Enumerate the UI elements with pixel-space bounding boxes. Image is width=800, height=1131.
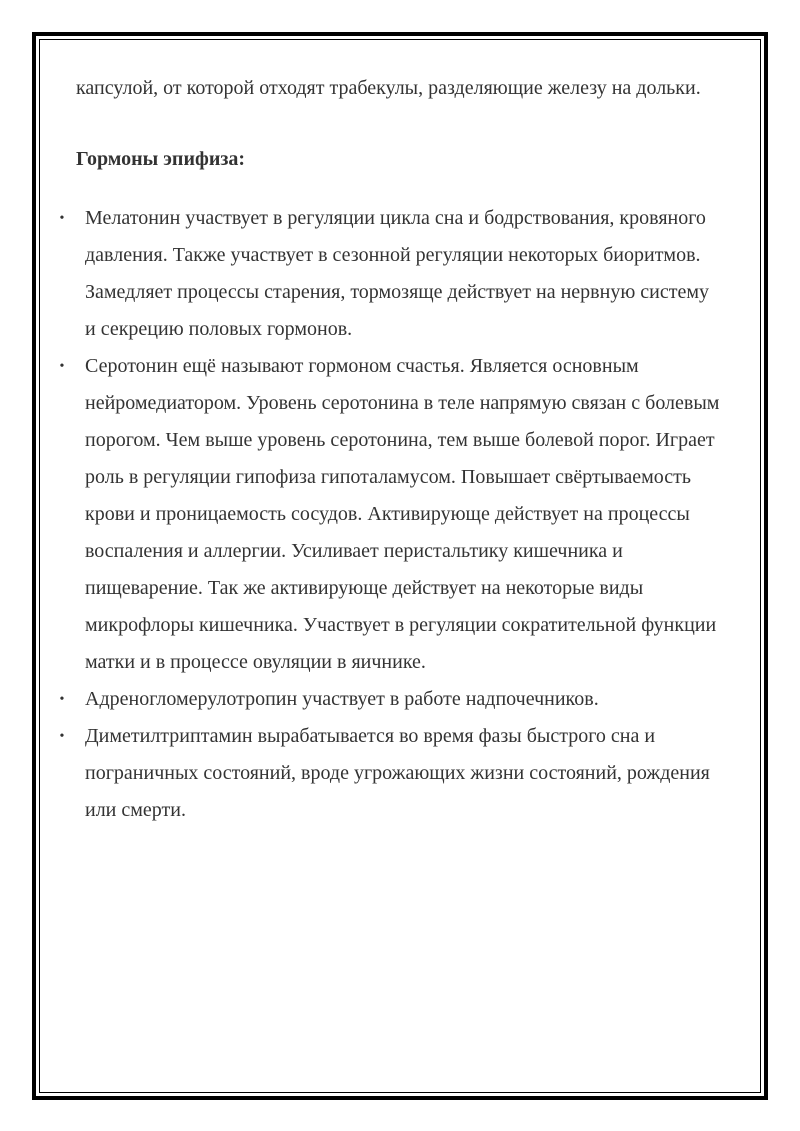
list-item (56, 718, 721, 829)
bullet-icon: • (59, 729, 65, 744)
bullet-icon: • (59, 211, 65, 226)
document-body (59, 70, 736, 829)
hormone-list (56, 200, 721, 829)
list-item-text: Адреногломерулотропин участвует в работе надпочечников. (85, 688, 599, 710)
list-item-text: Мелатонин участвует в регуляции цикла сна и бодрствования, кровяного давления. Также участвует в сезонной регуляции некоторых биоритмов. Замедляет процессы старения, тормозяще действует на нервную систему и секрецию половых гормонов. (85, 207, 710, 340)
bullet-icon: • (59, 359, 65, 374)
list-item-text: Диметилтриптамин вырабатывается во время фазы быстрого сна и пограничных состояний, вроде угрожающих жизни состояний, рождения или смерти. (85, 725, 710, 821)
bullet-icon: • (59, 692, 65, 707)
intro-paragraph: капсулой, от которой отходят трабекулы, разделяющие железу на дольки. (76, 77, 701, 99)
list-item (56, 681, 721, 718)
list-item (56, 348, 721, 681)
section-heading: Гормоны эпифиза: (76, 148, 246, 170)
list-item (56, 200, 721, 348)
list-item-text: Серотонин ещё называют гормоном счастья. Является основным нейромедиатором. Уровень серотонина в теле напрямую связан с болевым порогом. Чем выше уровень серотонина, тем выше болевой порог. Играет роль в регуляции гипофиза гипоталамусом. Повышает свёртываемость крови и проницаемость сосудов. Активирующе действует на процессы воспаления и аллергии. Усиливает перистальтику кишечника и пищеварение. Так же активирующе действует на некоторые виды микрофлоры кишечника. Участвует в регуляции сократительной функции матки и в процессе овуляции в яичнике. (85, 355, 720, 673)
